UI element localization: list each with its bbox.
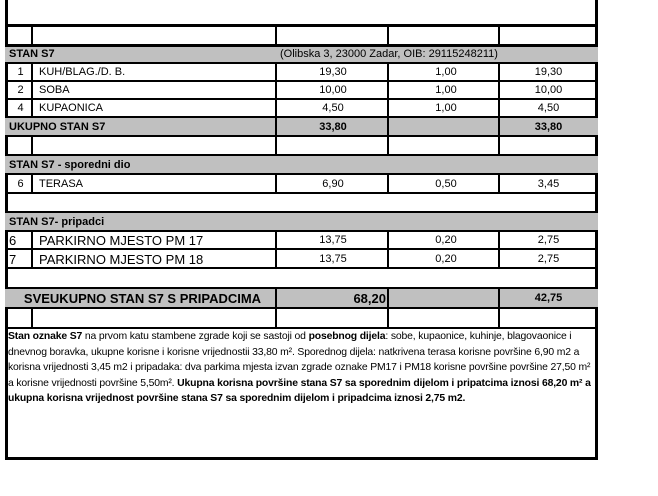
section-title: STAN S7 - sporedni dio bbox=[9, 158, 131, 171]
coefficient-value: 0,50 bbox=[435, 177, 457, 190]
grid-line bbox=[275, 62, 277, 156]
section-title: STAN S7- pripadci bbox=[9, 215, 105, 228]
item-name: PARKIRNO MJESTO PM 17 bbox=[39, 233, 204, 248]
grid-line bbox=[275, 26, 277, 44]
room-name: KUPAONICA bbox=[39, 102, 103, 114]
useful-value: 10,00 bbox=[534, 84, 563, 96]
coefficient-value: 0,20 bbox=[435, 252, 457, 265]
coefficient-value: 0,20 bbox=[435, 234, 457, 246]
room-name: KUH/BLAG./D. B. bbox=[39, 66, 126, 78]
blank-row bbox=[5, 309, 598, 328]
grid-line bbox=[5, 135, 598, 137]
coefficient-value: 1,00 bbox=[435, 84, 457, 96]
row-number: 6 bbox=[9, 233, 17, 248]
description-text: na prvom katu stambene zgrade koji se sastoji od bbox=[82, 331, 309, 342]
total-area: 33,80 bbox=[319, 120, 347, 133]
grand-total-row bbox=[5, 289, 598, 308]
section-title: STAN S7 bbox=[9, 48, 55, 60]
table-row bbox=[5, 64, 598, 81]
table-row bbox=[5, 100, 598, 117]
grid-line bbox=[275, 173, 277, 194]
section-header-main bbox=[5, 46, 598, 63]
room-name: SOBA bbox=[39, 84, 70, 96]
description-text: : sobe, kupaonice, kuhinje, blagovaonice i dnevnog boravka, ukupne korisne i korisne vrijednostii 33,80 m². Sporednog dijela: natkrivena terasa korisne površine 6,90 m2 a korisna vrijednosti 3,45 m2 i pripadaka: dva parkima mjesta izvan zgrade oznake PM17 i PM18 korisne površine površine 27,50 m² a korisne vrijednosti površine 5,50m². bbox=[8, 331, 591, 389]
row-number: 6 bbox=[17, 177, 24, 190]
apartment-description bbox=[8, 329, 595, 407]
area-value: 13,75 bbox=[319, 234, 347, 246]
grid-line bbox=[31, 135, 33, 156]
grid-line bbox=[5, 287, 598, 289]
total-value: 33,80 bbox=[534, 120, 563, 133]
grid-line bbox=[31, 173, 33, 194]
table-row bbox=[5, 175, 598, 193]
grid-line bbox=[31, 62, 33, 118]
grid-line bbox=[31, 307, 33, 329]
row-number: 2 bbox=[17, 84, 24, 96]
section-header-side bbox=[5, 156, 598, 174]
grid-line bbox=[5, 80, 598, 82]
grid-line bbox=[31, 26, 33, 44]
room-name: TERASA bbox=[39, 177, 84, 190]
useful-value: 19,30 bbox=[534, 66, 563, 78]
area-value: 19,30 bbox=[319, 66, 347, 78]
coefficient-value: 1,00 bbox=[435, 66, 457, 78]
area-value: 10,00 bbox=[319, 84, 347, 96]
description-summary: Ukupna korisna površine stana S7 sa sporednim dijelom i pripatcima iznosi 68,20 m² a ukupna korisna vrijednost površine stana S7 sa sporednim dijelom i pripadcima iznosi 2,75 m2. bbox=[8, 377, 591, 405]
grid-line bbox=[498, 287, 500, 329]
blank-row bbox=[5, 269, 598, 288]
useful-value: 2,75 bbox=[537, 234, 560, 246]
useful-value: 2,75 bbox=[537, 252, 560, 265]
grid-line bbox=[498, 62, 500, 156]
area-value: 4,50 bbox=[322, 102, 344, 114]
grid-line bbox=[5, 248, 598, 250]
grid-line bbox=[498, 173, 500, 194]
grand-total-area: 68,20 bbox=[353, 291, 386, 306]
useful-value: 3,45 bbox=[537, 177, 560, 190]
area-value: 13,75 bbox=[319, 252, 347, 265]
row-number: 4 bbox=[17, 102, 24, 114]
grid-line bbox=[5, 116, 598, 118]
grid-line bbox=[5, 173, 598, 175]
grid-line bbox=[387, 173, 389, 194]
grid-line bbox=[5, 62, 598, 64]
grid-line bbox=[275, 230, 277, 269]
table-row bbox=[5, 250, 598, 268]
total-row bbox=[5, 118, 598, 136]
grid-line bbox=[5, 307, 598, 309]
grid-line bbox=[387, 230, 389, 269]
grid-line bbox=[5, 44, 598, 47]
coefficient-value: 1,00 bbox=[435, 102, 457, 114]
grid-line bbox=[5, 154, 598, 156]
grid-line bbox=[498, 230, 500, 269]
grand-total-label: SVEUKUPNO STAN S7 S PRIPADCIMA bbox=[23, 291, 262, 306]
row-number: 1 bbox=[17, 66, 24, 78]
item-name: PARKIRNO MJESTO PM 18 bbox=[39, 251, 204, 267]
grid-line bbox=[387, 287, 389, 329]
blank-row bbox=[5, 194, 598, 212]
grid-line bbox=[5, 211, 598, 213]
grid-line bbox=[5, 267, 598, 269]
grid-line bbox=[387, 62, 389, 156]
section-header-appurtenances bbox=[5, 213, 598, 231]
total-label: UKUPNO STAN S7 bbox=[9, 120, 106, 133]
grid-line bbox=[387, 26, 389, 44]
row-number: 7 bbox=[9, 251, 17, 267]
grid-line bbox=[31, 230, 33, 269]
area-value: 6,90 bbox=[322, 177, 344, 190]
grid-line bbox=[5, 24, 598, 27]
grand-total-value: 42,75 bbox=[534, 292, 563, 304]
table-row bbox=[5, 82, 598, 99]
grid-line bbox=[5, 230, 598, 232]
useful-value: 4,50 bbox=[537, 102, 560, 114]
table-row bbox=[5, 232, 598, 249]
description-lead: Stan oznake S7 bbox=[8, 331, 83, 342]
grid-line bbox=[275, 287, 277, 329]
blank-row bbox=[5, 137, 598, 155]
grid-line bbox=[5, 98, 598, 100]
blank-row bbox=[5, 26, 598, 45]
grid-line bbox=[5, 192, 598, 194]
address-info: (Olibska 3, 23000 Zadar, OIB: 29115248211) bbox=[280, 48, 498, 60]
grid-line bbox=[498, 26, 500, 44]
description-emphasis: posebnog dijela bbox=[308, 331, 386, 342]
